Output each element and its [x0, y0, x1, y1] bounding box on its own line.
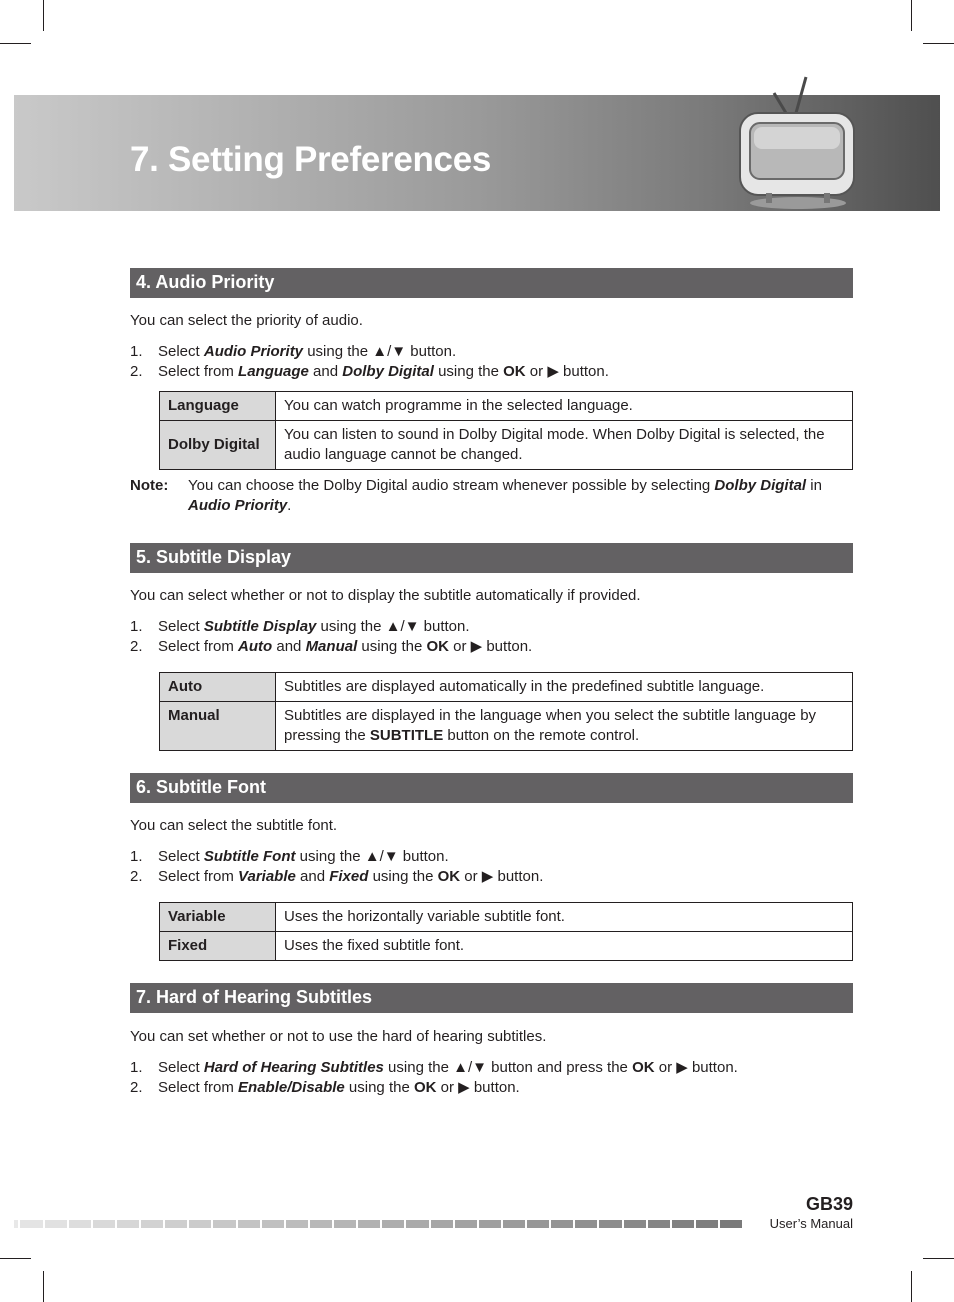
bar-segment — [141, 1220, 163, 1228]
bar-segment — [672, 1220, 694, 1228]
bar-segment — [503, 1220, 525, 1228]
section-intro: You can select the priority of audio. — [130, 312, 363, 329]
bar-segment — [696, 1220, 718, 1228]
bar-segment — [406, 1220, 428, 1228]
section-intro: You can set whether or not to use the hard of hearing subtitles. — [130, 1028, 547, 1045]
bar-segment — [624, 1220, 646, 1228]
bar-segment — [262, 1220, 284, 1228]
page-number: GB39 — [805, 1194, 853, 1214]
bar-segment — [20, 1220, 42, 1228]
option-name: Manual — [160, 702, 276, 751]
option-description: Subtitles are displayed in the language when you select the subtitle language by pressing the SUBTITLE button on the remote control. — [276, 702, 853, 751]
crop-mark — [911, 1271, 912, 1302]
section-intro: You can select whether or not to display the subtitle automatically if provided. — [130, 587, 641, 604]
section-header-audio-priority — [130, 268, 853, 298]
section-heading: 6. Subtitle Font — [136, 777, 266, 797]
option-name: Auto — [160, 673, 276, 702]
section-intro: You can select the subtitle font. — [130, 817, 338, 834]
note-text: You can choose the Dolby Digital audio stream whenever possible by selecting Dolby Digital in Audio Priority. — [188, 477, 822, 514]
option-description: You can listen to sound in Dolby Digital mode. When Dolby Digital is selected, the audio language cannot be changed. — [276, 421, 853, 470]
bar-segment — [382, 1220, 404, 1228]
bar-segment — [189, 1220, 211, 1228]
tv-icon — [726, 71, 866, 211]
bar-segment — [117, 1220, 139, 1228]
option-name: Language — [160, 392, 276, 421]
options-table — [159, 672, 853, 751]
option-description: Uses the horizontally variable subtitle font. — [276, 903, 853, 932]
option-name: Fixed — [160, 932, 276, 961]
bar-segment — [479, 1220, 501, 1228]
option-description: You can watch programme in the selected language. — [276, 392, 853, 421]
table-row — [160, 392, 853, 421]
option-name: Dolby Digital — [160, 421, 276, 470]
bar-segment — [720, 1220, 742, 1228]
bar-segment — [69, 1220, 91, 1228]
bar-segment — [527, 1220, 549, 1228]
bar-segment — [599, 1220, 621, 1228]
section-header-subtitle-font — [130, 773, 853, 803]
section-header-hard-of-hearing — [130, 983, 853, 1013]
crop-mark — [0, 1258, 31, 1259]
bar-segment — [165, 1220, 187, 1228]
bar-segment — [213, 1220, 235, 1228]
bar-segment — [93, 1220, 115, 1228]
table-row — [160, 903, 853, 932]
table-row — [160, 932, 853, 961]
bar-segment — [310, 1220, 332, 1228]
section-header-subtitle-display — [130, 543, 853, 573]
footer-progress-bar — [14, 1220, 742, 1228]
bar-segment — [334, 1220, 356, 1228]
section-heading: 5. Subtitle Display — [136, 547, 292, 567]
option-description: Subtitles are displayed automatically in the predefined subtitle language. — [276, 673, 853, 702]
bar-segment — [455, 1220, 477, 1228]
crop-mark — [923, 1258, 954, 1259]
options-table — [159, 902, 853, 961]
bar-segment — [551, 1220, 573, 1228]
crop-mark — [43, 1271, 44, 1302]
table-row — [160, 673, 853, 702]
bar-segment — [431, 1220, 453, 1228]
bar-segment — [575, 1220, 597, 1228]
option-description: Uses the fixed subtitle font. — [276, 932, 853, 961]
bar-segment — [238, 1220, 260, 1228]
crop-mark — [43, 0, 44, 31]
option-name: Variable — [160, 903, 276, 932]
table-row — [160, 702, 853, 751]
note-label: Note: — [130, 477, 169, 494]
chapter-title: 7. Setting Preferences — [130, 140, 492, 179]
bar-segment — [14, 1220, 18, 1228]
bar-segment — [286, 1220, 308, 1228]
bar-segment — [648, 1220, 670, 1228]
options-table — [159, 391, 853, 470]
table-row — [160, 421, 853, 470]
manual-label: User’s Manual — [769, 1216, 853, 1231]
bar-segment — [45, 1220, 67, 1228]
chapter-banner — [14, 95, 940, 211]
section-heading: 7. Hard of Hearing Subtitles — [136, 987, 373, 1007]
bar-segment — [358, 1220, 380, 1228]
crop-mark — [911, 0, 912, 31]
crop-mark — [923, 43, 954, 44]
section-heading: 4. Audio Priority — [136, 272, 275, 292]
crop-mark — [0, 43, 31, 44]
